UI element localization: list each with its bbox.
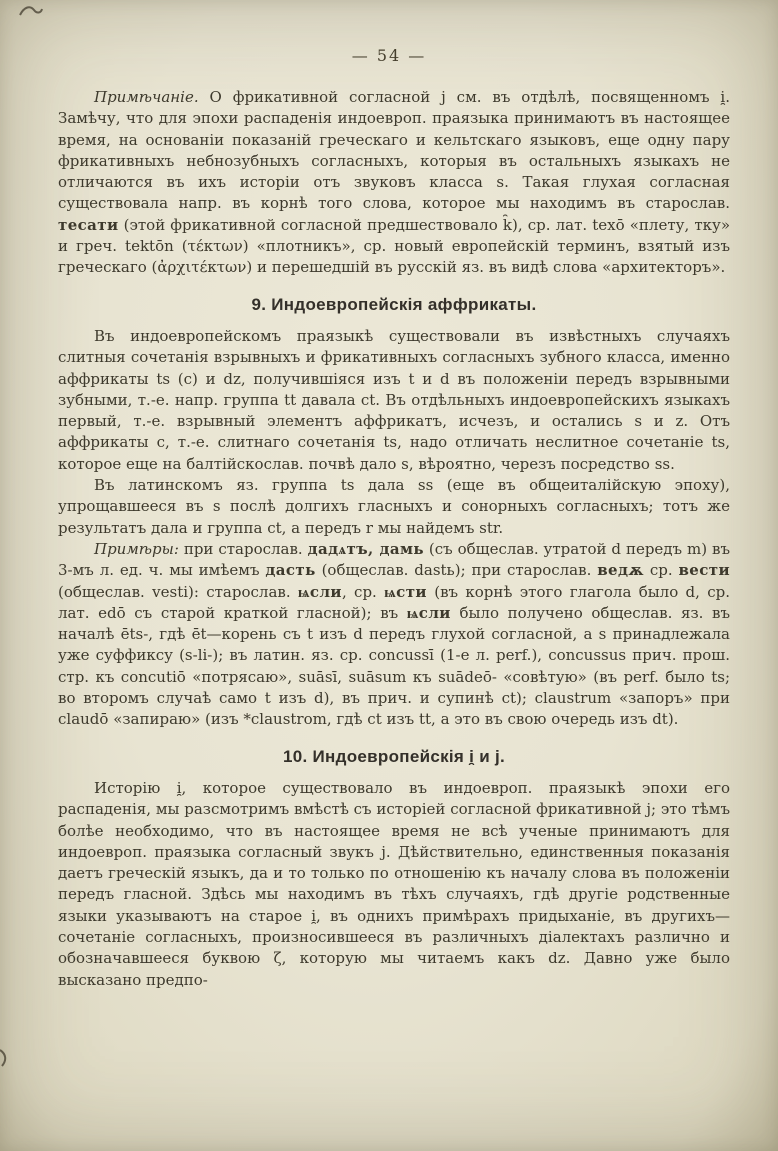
page-number: — 54 —: [351, 46, 427, 65]
affricates-paragraph-2: Въ латинскомъ яз. группа ts дала ss (еще въ общеиталійскую эпоху), упрощавшееся въ s послѣ долгихъ гласныхъ и сонорныхъ согласныхъ; тотъ же результатъ дала и группа ct, а передъ r мы найдемъ str.: [58, 476, 730, 537]
text-segment: О фрикативной согласной j см. въ отдѣлѣ, посвященномъ i̯. Замѣчу, что для эпохи распаденія индоевроп. праязыка принимаютъ въ настоящее время, на основаніи показаній греческаго и кельтскаго языковъ, еще одну пару фрикативныхъ небнозубныхъ согласныхъ, которыя въ остальныхъ языкахъ не отличаются въ ихъ исторіи отъ звуковъ класса s. Такая глухая согласная существовала напр. въ корнѣ того слова, которое мы находимъ въ старослав.: [58, 88, 730, 213]
text-segment: (въ корнѣ этого глагола было d, ср. лат. edō съ старой краткой гласной); въ: [58, 582, 731, 622]
note-paragraph: [58, 87, 730, 279]
text-segment: (этой фрикативной согласной предшествовало k̑), ср. лат. texō «плету, тку» и греч. tektōn (τέκτων) «плотникъ», ср. новый европейскій терминъ, взятый изъ греческаго (ἀρχιτέκτων) и перешедшій въ русскій яз. въ видѣ слова «архитекторъ».: [58, 215, 730, 277]
text-segment: ср.: [643, 561, 679, 580]
section-heading-i-and-j: 10. Индоевропейскія i̯ и j.: [282, 746, 506, 766]
text-segment: тесати: [58, 215, 119, 234]
section-heading-affricates: 9. Индоевропейскія аффрикаты.: [251, 294, 537, 314]
text-segment: (общеслав. vesti): старослав.: [58, 582, 298, 601]
page-header: [0, 0, 778, 65]
text-segment: Примѣчаніе.: [94, 88, 199, 106]
text-segment: , ср.: [341, 582, 385, 601]
text-segment: ведѫ: [597, 561, 644, 580]
text-segment: дадѧтъ, дамь: [307, 539, 424, 558]
text-segment: ѩсли: [297, 582, 342, 601]
text-segment: (общеслав. dastь); при старослав.: [315, 561, 598, 580]
text-segment: при старослав.: [178, 539, 308, 558]
text-segment: ѩсти: [384, 582, 427, 601]
ink-mark-left-edge: [0, 1048, 12, 1068]
text-segment: вести: [678, 561, 730, 580]
text-segment: было получено общеслав. яз. въ началѣ ēts-, гдѣ ēt—корень съ t изъ d передъ глухой согласной, а s принадлежала уже суффиксу (s-li-); въ латин. яз. ср. concussī (1-е л. perf.), concussus прич. прош. стр. къ concutiō «потрясаю», suāsī, suāsum къ suādeō- «совѣтую» (въ perf. было ts; во второмъ случаѣ само t изъ d), въ прич. и супинѣ ct); claustrum «запоръ» при claudō «запираю» (изъ *claustrom, гдѣ ct изъ tt, а это въ свою очередь изъ dt).: [58, 603, 730, 729]
examples-paragraph: [58, 539, 730, 731]
i-and-j-paragraph: Исторію i̯, которое существовало въ индоевроп. праязыкѣ эпохи его распаденія, мы разсмотримъ вмѣстѣ съ исторіей согласной фрикативной j; это тѣмъ болѣе необходимо, что въ настоящее время не всѣ ученые принимаютъ для индоевроп. праязыка согласный звукъ j. Дѣйствительно, единственныя показанія даетъ греческій языкъ, да и то только по отношенію къ началу слова въ положеніи передъ гласной. Здѣсь мы находимъ въ тѣхъ случаяхъ, гдѣ другіе родственные языки указываютъ на старое i̯, въ однихъ примѣрахъ придыханіе, въ другихъ—сочетаніе согласныхъ, произносившееся въ различныхъ діалектахъ различно и обозначавшееся буквою ζ, которую мы читаемъ какъ dz. Давно уже было высказано предпо-: [58, 778, 730, 989]
text-segment: (съ общеслав. утратой d передъ m) въ 3-мъ л. ед. ч. мы имѣемъ: [58, 539, 730, 580]
affricates-paragraph-1: Въ индоевропейскомъ праязыкѣ существовали въ извѣстныхъ случаяхъ слитныя сочетанія взрывныхъ и фрикативныхъ согласныхъ зубного класса, именно аффрикаты ts (c) и dz, получившіяся изъ t и d въ положеніи передъ взрывными зубными, т.-е. напр. группа tt давала ct. Въ отдѣльныхъ индоевропейскихъ языкахъ первый, т.-е. взрывный элементъ аффрикатъ, исчезъ, и остались s и z. Отъ аффрикаты c, т.-е. слитнаго сочетанія ts, надо отличать неслитное сочетаніе ts, которое еще на балтійскослав. почвѣ дало s, вѣроятно, черезъ посредство ss.: [58, 326, 730, 473]
text-segment: Примѣры:: [94, 539, 179, 558]
text-segment: ѩсли: [406, 603, 451, 622]
text-column: [58, 87, 730, 991]
text-segment: дасть: [265, 561, 316, 580]
